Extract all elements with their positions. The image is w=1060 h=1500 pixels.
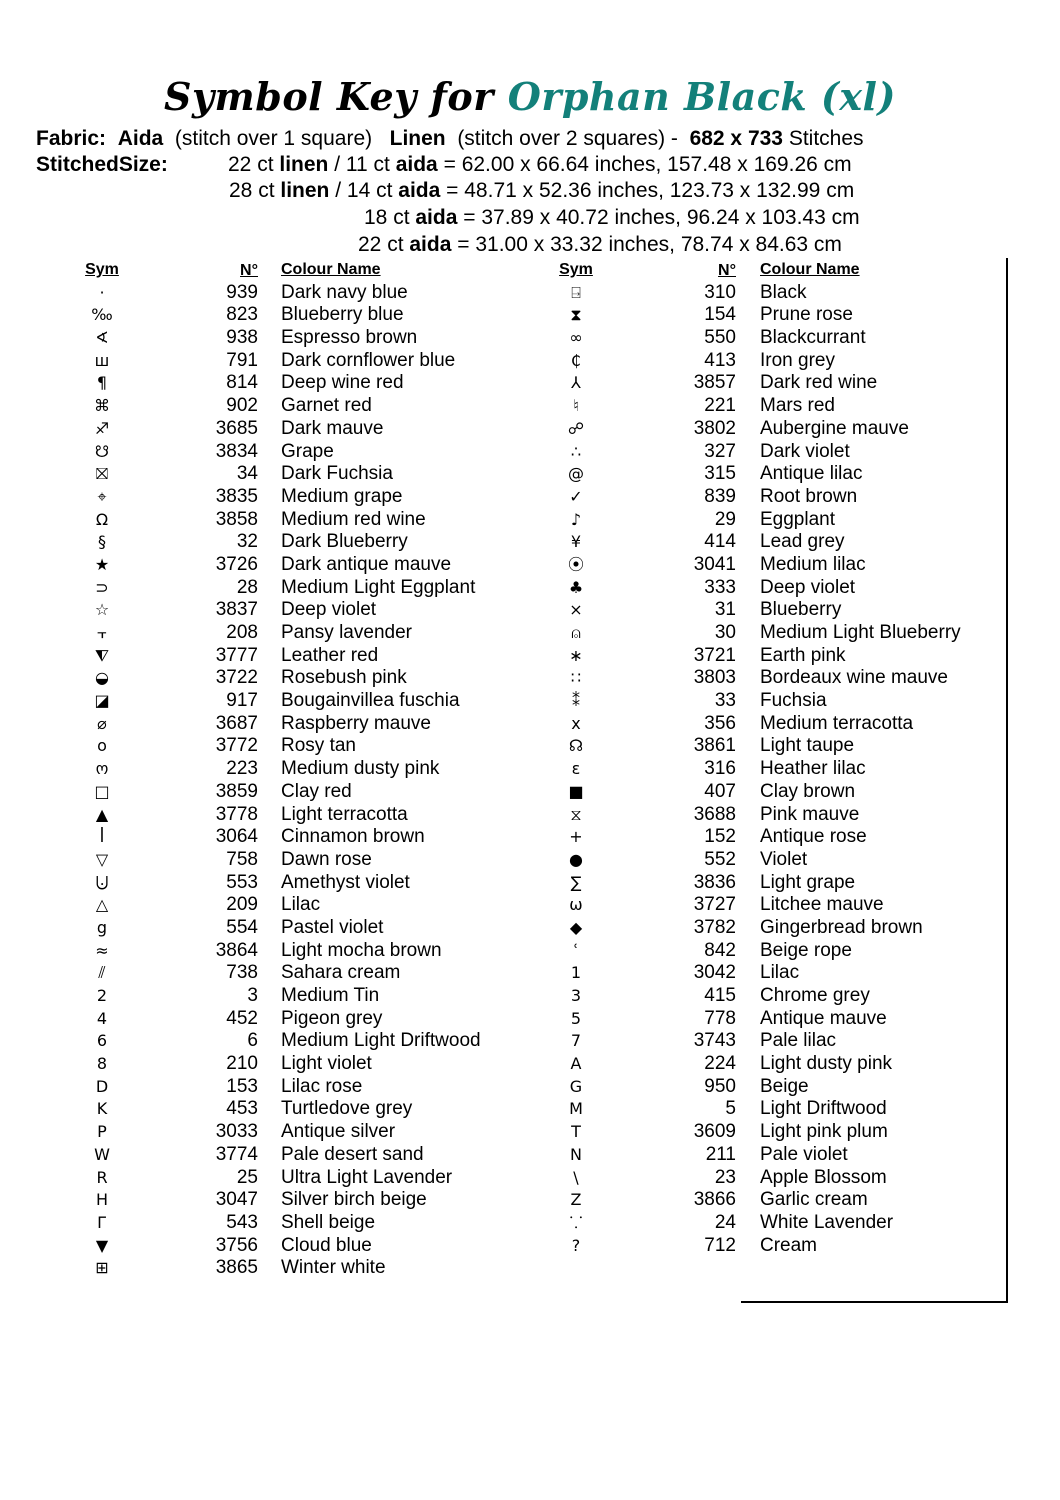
symbol-icon: ⧨ bbox=[94, 645, 110, 665]
thread-number: 839 bbox=[704, 485, 736, 507]
header-num: N° bbox=[240, 262, 258, 279]
thread-number: 23 bbox=[714, 1166, 736, 1188]
fabric-line bbox=[36, 126, 864, 152]
stitched-size-line-1: 22 ct linen / 11 ct aida = 62.00 x 66.64 inches, 157.48 x 169.26 cm bbox=[228, 153, 852, 176]
symbol-icon: 3 bbox=[570, 986, 582, 1005]
thread-number: 3722 bbox=[215, 667, 258, 689]
thread-number: 950 bbox=[704, 1075, 736, 1097]
title-prefix: Symbol Key for bbox=[164, 74, 494, 119]
thread-number: 211 bbox=[705, 1143, 736, 1165]
thread-number: 3772 bbox=[215, 735, 258, 757]
symbol-icon: ⫟ bbox=[97, 623, 107, 642]
symbol-icon: ⨯ bbox=[569, 600, 583, 620]
thread-number: 791 bbox=[226, 349, 258, 371]
colour-name: Bordeaux wine mauve bbox=[760, 667, 948, 689]
symbol-icon: ◪ bbox=[94, 691, 110, 711]
colour-name: Rosebush pink bbox=[281, 667, 407, 689]
symbol-icon: ¶ bbox=[96, 373, 108, 393]
symbol-icon: ⍝ bbox=[571, 623, 581, 642]
thread-number: 3 bbox=[247, 985, 258, 1006]
thread-number: 327 bbox=[704, 440, 736, 462]
symbol-icon: ⌖ bbox=[97, 486, 107, 506]
colour-name: Dark red wine bbox=[760, 372, 878, 394]
colour-name: Medium red wine bbox=[281, 508, 426, 530]
thread-number: 32 bbox=[236, 531, 258, 553]
thread-number: 902 bbox=[226, 395, 258, 417]
symbol-icon: Г bbox=[97, 1212, 107, 1232]
symbol-icon: ☊ bbox=[568, 736, 584, 756]
symbol-icon: g bbox=[96, 917, 108, 937]
symbol-icon: @ bbox=[568, 464, 584, 484]
colour-name: Deep violet bbox=[760, 576, 856, 598]
thread-number: 3836 bbox=[693, 871, 736, 893]
fabric-aida: Aida bbox=[117, 127, 164, 150]
symbol-icon: ო bbox=[95, 759, 109, 779]
colour-name: Cloud blue bbox=[281, 1234, 372, 1256]
colour-name: Beige rope bbox=[760, 939, 852, 961]
thread-number: 25 bbox=[236, 1166, 258, 1188]
colour-name: Medium lilac bbox=[760, 553, 866, 575]
colour-name: Medium terracotta bbox=[760, 712, 914, 734]
symbol-icon: 4 bbox=[96, 1008, 108, 1028]
symbol-icon: ∷ bbox=[570, 668, 582, 688]
symbol-icon: ¥ bbox=[570, 532, 582, 552]
table-border-bottom bbox=[741, 1301, 1008, 1303]
colour-name: Winter white bbox=[281, 1257, 386, 1279]
thread-number: 554 bbox=[226, 916, 258, 938]
symbol-icon: ☍ bbox=[567, 418, 585, 438]
fabric-label: Fabric: bbox=[36, 127, 107, 150]
thread-number: 3033 bbox=[215, 1121, 258, 1143]
colour-name: Clay brown bbox=[760, 780, 856, 802]
symbol-icon: ● bbox=[569, 849, 583, 869]
symbol-icon: ∢ bbox=[95, 328, 109, 348]
thread-number: 414 bbox=[704, 531, 736, 553]
symbol-icon: ⨃ bbox=[95, 872, 109, 892]
header-name: Colour Name bbox=[760, 261, 860, 278]
thread-number: 917 bbox=[226, 690, 258, 712]
stitch-count: 682 x 733 bbox=[689, 127, 783, 150]
thread-number: 208 bbox=[226, 622, 258, 643]
colour-name: Lilac bbox=[760, 962, 800, 984]
header-num: N° bbox=[718, 262, 736, 279]
page-title bbox=[0, 74, 1060, 119]
colour-name: Cream bbox=[760, 1234, 818, 1256]
colour-name: Aubergine mauve bbox=[760, 417, 909, 439]
thread-number: 415 bbox=[704, 985, 736, 1006]
thread-number: 224 bbox=[704, 1053, 736, 1075]
colour-name: Dark Blueberry bbox=[281, 531, 408, 553]
thread-number: 3687 bbox=[215, 712, 258, 734]
symbol-icon: ⛝ bbox=[95, 464, 109, 484]
thread-number: 356 bbox=[704, 712, 736, 734]
colour-name: Garlic cream bbox=[760, 1189, 868, 1211]
symbol-icon: 6 bbox=[96, 1031, 108, 1051]
colour-name: Raspberry mauve bbox=[281, 712, 431, 734]
thread-number: 30 bbox=[714, 622, 736, 643]
colour-name: Dark antique mauve bbox=[281, 553, 452, 575]
symbol-icon: ? bbox=[571, 1235, 581, 1255]
colour-name: Fuchsia bbox=[760, 690, 827, 712]
colour-name: Dark violet bbox=[760, 440, 850, 462]
thread-number: 29 bbox=[714, 508, 736, 530]
stitch-unit: Stitches bbox=[788, 127, 864, 150]
colour-name: Antique rose bbox=[760, 826, 867, 848]
colour-name: Root brown bbox=[760, 485, 858, 507]
colour-name: White Lavender bbox=[760, 1211, 894, 1233]
thread-number: 778 bbox=[704, 1007, 736, 1029]
symbol-icon: ♣ bbox=[568, 577, 584, 597]
thread-number: 3866 bbox=[693, 1189, 736, 1211]
symbol-icon: ⁑ bbox=[572, 691, 580, 711]
thread-number: 3777 bbox=[215, 644, 258, 666]
symbol-icon: ⊃ bbox=[95, 577, 109, 597]
colour-name: Pale desert sand bbox=[281, 1143, 424, 1165]
thread-number: 310 bbox=[704, 281, 736, 303]
thread-number: 3721 bbox=[693, 644, 736, 666]
symbol-icon: ⌘ bbox=[94, 396, 110, 416]
thread-number: 3726 bbox=[215, 553, 258, 575]
colour-name: Pigeon grey bbox=[281, 1007, 383, 1029]
symbol-icon: ꟾ bbox=[99, 827, 105, 847]
symbol-icon: o bbox=[97, 736, 107, 756]
thread-number: 550 bbox=[704, 327, 736, 349]
thread-number: 712 bbox=[704, 1234, 736, 1256]
thread-number: 3864 bbox=[215, 939, 258, 961]
thread-number: 3859 bbox=[215, 780, 258, 802]
table-border-right bbox=[1006, 258, 1008, 1303]
fabric-linen: Linen bbox=[389, 127, 446, 150]
symbol-icon: W bbox=[94, 1144, 110, 1164]
fabric-aida-note: (stitch over 1 square) bbox=[174, 127, 373, 150]
symbol-icon: ♐ bbox=[94, 418, 110, 438]
thread-number: 814 bbox=[226, 372, 258, 394]
thread-number: 3782 bbox=[693, 916, 736, 938]
thread-number: 3064 bbox=[215, 826, 258, 848]
colour-name: Black bbox=[760, 281, 807, 303]
thread-number: 3727 bbox=[693, 894, 736, 916]
colour-name: Garnet red bbox=[281, 395, 372, 417]
colour-name: Pansy lavender bbox=[281, 622, 412, 643]
thread-number: 842 bbox=[704, 939, 736, 961]
stitched-size-label: StitchedSize: bbox=[36, 153, 168, 176]
colour-name: Dark mauve bbox=[281, 417, 384, 439]
thread-number: 3835 bbox=[215, 485, 258, 507]
symbol-icon: ★ bbox=[94, 554, 110, 574]
thread-number: 3857 bbox=[693, 372, 736, 394]
thread-number: 3861 bbox=[693, 735, 736, 757]
colour-name: Pale violet bbox=[760, 1143, 848, 1165]
symbol-icon: ⫽ bbox=[98, 963, 106, 983]
colour-name: Light violet bbox=[281, 1053, 372, 1075]
colour-name: Deep wine red bbox=[281, 372, 404, 394]
colour-name: Eggplant bbox=[760, 508, 836, 530]
thread-number: 5 bbox=[725, 1098, 736, 1120]
thread-number: 823 bbox=[226, 304, 258, 326]
thread-number: 223 bbox=[226, 758, 258, 780]
symbol-icon: ◆ bbox=[569, 917, 583, 937]
colour-name: Ultra Light Lavender bbox=[281, 1166, 453, 1188]
colour-name: Dawn rose bbox=[281, 848, 372, 870]
symbol-icon: ∴ bbox=[570, 441, 582, 461]
thread-number: 3041 bbox=[693, 553, 736, 575]
thread-number: 3803 bbox=[693, 667, 736, 689]
colour-name: Grape bbox=[281, 440, 334, 462]
thread-number: 333 bbox=[704, 576, 736, 598]
colour-name: Light mocha brown bbox=[281, 939, 442, 961]
symbol-icon: ☋ bbox=[94, 441, 110, 461]
thread-number: 552 bbox=[704, 848, 736, 870]
colour-name: Pastel violet bbox=[281, 916, 384, 938]
thread-number: 3047 bbox=[215, 1189, 258, 1211]
symbol-icon: ⸪ bbox=[569, 1212, 583, 1232]
colour-name: Espresso brown bbox=[281, 327, 418, 349]
symbol-icon: P bbox=[97, 1122, 107, 1142]
symbol-icon: M bbox=[569, 1099, 583, 1119]
colour-name: Pale lilac bbox=[760, 1030, 837, 1052]
header-name: Colour Name bbox=[281, 261, 381, 278]
thread-number: 31 bbox=[714, 599, 736, 621]
thread-number: 938 bbox=[226, 327, 258, 349]
thread-number: 221 bbox=[704, 395, 736, 417]
thread-number: 3802 bbox=[693, 417, 736, 439]
thread-number: 153 bbox=[226, 1075, 258, 1097]
symbol-icon: ⅄ bbox=[571, 373, 581, 393]
colour-name: Gingerbread brown bbox=[760, 916, 923, 938]
thread-number: 28 bbox=[236, 576, 258, 598]
thread-number: 939 bbox=[226, 281, 258, 303]
thread-number: 3774 bbox=[215, 1143, 258, 1165]
symbol-icon: ⊞ bbox=[95, 1258, 109, 1278]
colour-name: Prune rose bbox=[760, 304, 853, 326]
colour-name: Light Driftwood bbox=[760, 1098, 887, 1120]
colour-name: Earth pink bbox=[760, 644, 846, 666]
thread-number: 738 bbox=[226, 962, 258, 984]
colour-name: Medium Tin bbox=[281, 985, 380, 1006]
symbol-icon: A bbox=[570, 1054, 582, 1074]
thread-number: 3685 bbox=[215, 417, 258, 439]
symbol-icon: H bbox=[95, 1190, 109, 1210]
colour-name: Beige bbox=[760, 1075, 809, 1097]
stitched-size-line-4: 22 ct aida = 31.00 x 33.32 inches, 78.74 x 84.63 cm bbox=[358, 233, 842, 256]
colour-name: Blueberry bbox=[760, 599, 842, 621]
fabric-linen-note: (stitch over 2 squares) - bbox=[457, 127, 678, 150]
colour-name: Light grape bbox=[760, 871, 856, 893]
symbol-icon: □ bbox=[94, 781, 110, 801]
symbol-icon: K bbox=[96, 1099, 108, 1119]
thread-number: 758 bbox=[226, 848, 258, 870]
thread-number: 315 bbox=[704, 463, 736, 485]
symbol-icon: ⌀ bbox=[97, 713, 107, 733]
symbol-icon: ш bbox=[94, 350, 110, 370]
header-sym: Sym bbox=[559, 261, 593, 278]
thread-number: 553 bbox=[226, 871, 258, 893]
thread-number: 3865 bbox=[215, 1257, 258, 1279]
symbol-icon: Ω bbox=[95, 509, 109, 529]
colour-name: Rosy tan bbox=[281, 735, 356, 757]
colour-name: Light pink plum bbox=[760, 1121, 888, 1143]
symbol-icon: ʿ bbox=[573, 940, 579, 960]
symbol-icon: G bbox=[569, 1076, 583, 1096]
thread-number: 3042 bbox=[693, 962, 736, 984]
thread-number: 3743 bbox=[693, 1030, 736, 1052]
colour-name: Light terracotta bbox=[281, 803, 408, 825]
symbol-icon: D bbox=[95, 1076, 109, 1096]
thread-number: 33 bbox=[714, 690, 736, 712]
thread-number: 152 bbox=[704, 826, 736, 848]
colour-name: Chrome grey bbox=[760, 985, 870, 1006]
thread-number: 3837 bbox=[215, 599, 258, 621]
colour-name: Shell beige bbox=[281, 1211, 376, 1233]
colour-name: Medium Light Driftwood bbox=[281, 1030, 481, 1052]
symbol-icon: N bbox=[570, 1144, 582, 1164]
symbol-icon: 2 bbox=[96, 986, 108, 1005]
colour-name: Dark navy blue bbox=[281, 281, 408, 303]
thread-number: 210 bbox=[226, 1053, 258, 1075]
thread-number: 3756 bbox=[215, 1234, 258, 1256]
symbol-icon: ⦿ bbox=[567, 554, 584, 574]
symbol-icon: ▲ bbox=[95, 804, 109, 824]
symbol-icon: · bbox=[99, 282, 105, 302]
colour-name: Pink mauve bbox=[760, 803, 860, 825]
stitched-size-line-3: 18 ct aida = 37.89 x 40.72 inches, 96.24 x 103.43 cm bbox=[364, 206, 860, 229]
colour-name: Blackcurrant bbox=[760, 327, 866, 349]
colour-name: Mars red bbox=[760, 395, 835, 417]
symbol-icon: ≈ bbox=[95, 940, 109, 960]
symbol-icon: § bbox=[98, 532, 106, 552]
thread-number: 3778 bbox=[215, 803, 258, 825]
colour-name: Medium Light Blueberry bbox=[760, 622, 961, 643]
thread-number: 3688 bbox=[693, 803, 736, 825]
thread-number: 453 bbox=[226, 1098, 258, 1120]
colour-name: Lead grey bbox=[760, 531, 845, 553]
colour-name: Dark Fuchsia bbox=[281, 463, 393, 485]
symbol-icon: ⍈ bbox=[571, 282, 581, 302]
thread-number: 413 bbox=[704, 349, 736, 371]
colour-name: Blueberry blue bbox=[281, 304, 404, 326]
thread-number: 3609 bbox=[693, 1121, 736, 1143]
thread-number: 34 bbox=[236, 463, 258, 485]
colour-name: Dark cornflower blue bbox=[281, 349, 456, 371]
symbol-icon: ☆ bbox=[94, 600, 110, 620]
header-sym: Sym bbox=[85, 261, 119, 278]
colour-name: Light dusty pink bbox=[760, 1053, 893, 1075]
colour-name: Apple Blossom bbox=[760, 1166, 887, 1188]
colour-name: Turtledove grey bbox=[281, 1098, 413, 1120]
thread-number: 543 bbox=[226, 1211, 258, 1233]
symbol-icon: ▼ bbox=[95, 1235, 109, 1255]
symbol-icon: ∗ bbox=[569, 645, 583, 665]
thread-number: 6 bbox=[247, 1030, 258, 1052]
thread-number: 209 bbox=[226, 894, 258, 916]
stitched-size-line-2: 28 ct linen / 14 ct aida = 48.71 x 52.36 inches, 123.73 x 132.99 cm bbox=[229, 179, 855, 202]
colour-name: Deep violet bbox=[281, 599, 377, 621]
colour-name: Medium Light Eggplant bbox=[281, 576, 476, 598]
symbol-icon: ■ bbox=[568, 781, 584, 801]
colour-name: Light taupe bbox=[760, 735, 855, 757]
colour-name: Leather red bbox=[281, 644, 379, 666]
colour-name: Medium dusty pink bbox=[281, 758, 440, 780]
symbol-icon: ◒ bbox=[95, 668, 109, 688]
colour-name: Litchee mauve bbox=[760, 894, 884, 916]
symbol-icon: 8 bbox=[96, 1054, 108, 1074]
colour-name: Antique lilac bbox=[760, 463, 863, 485]
thread-number: 452 bbox=[226, 1007, 258, 1029]
symbol-icon: R bbox=[96, 1167, 108, 1187]
thread-number: 407 bbox=[704, 780, 736, 802]
symbol-icon: ₵ bbox=[570, 350, 582, 370]
colour-name: Lilac bbox=[281, 894, 321, 916]
symbol-icon: ♮ bbox=[573, 396, 579, 416]
symbol-icon: 1 bbox=[570, 963, 582, 983]
thread-number: 24 bbox=[714, 1211, 736, 1233]
symbol-icon: ✓ bbox=[569, 486, 583, 506]
symbol-icon: \ bbox=[573, 1167, 579, 1187]
symbol-icon: ∑ bbox=[570, 872, 582, 892]
symbol-icon: ε bbox=[571, 759, 581, 779]
symbol-icon: ⧖ bbox=[570, 804, 582, 824]
symbol-icon: ∞ bbox=[569, 328, 583, 348]
thread-number: 316 bbox=[704, 758, 736, 780]
thread-number: 154 bbox=[704, 304, 736, 326]
colour-name: Clay red bbox=[281, 780, 352, 802]
symbol-icon: ‰ bbox=[91, 305, 113, 325]
colour-name: Antique mauve bbox=[760, 1007, 887, 1029]
symbol-icon: ▽ bbox=[95, 849, 109, 869]
colour-name: Antique silver bbox=[281, 1121, 396, 1143]
symbol-icon: T bbox=[571, 1122, 581, 1142]
symbol-icon: ω bbox=[569, 895, 583, 915]
symbol-icon: 5 bbox=[570, 1008, 582, 1028]
colour-name: Amethyst violet bbox=[281, 871, 410, 893]
colour-name: Iron grey bbox=[760, 349, 835, 371]
symbol-icon: x bbox=[571, 713, 581, 733]
symbol-icon: + bbox=[569, 827, 583, 847]
colour-name: Lilac rose bbox=[281, 1075, 363, 1097]
colour-name: Silver birch beige bbox=[281, 1189, 427, 1211]
symbol-icon: ⧗ bbox=[570, 305, 582, 325]
symbol-icon: ♪ bbox=[570, 509, 582, 529]
symbol-icon: Z bbox=[570, 1190, 582, 1210]
colour-name: Medium grape bbox=[281, 485, 403, 507]
colour-name: Cinnamon brown bbox=[281, 826, 425, 848]
colour-name: Bougainvillea fuschia bbox=[281, 690, 460, 712]
colour-name: Violet bbox=[760, 848, 808, 870]
colour-name: Heather lilac bbox=[760, 758, 866, 780]
symbol-icon: △ bbox=[95, 895, 109, 915]
thread-number: 3858 bbox=[215, 508, 258, 530]
thread-number: 3834 bbox=[215, 440, 258, 462]
symbol-icon: 7 bbox=[570, 1031, 582, 1051]
colour-name: Sahara cream bbox=[281, 962, 401, 984]
pattern-name: Orphan Black (xl) bbox=[507, 74, 896, 119]
